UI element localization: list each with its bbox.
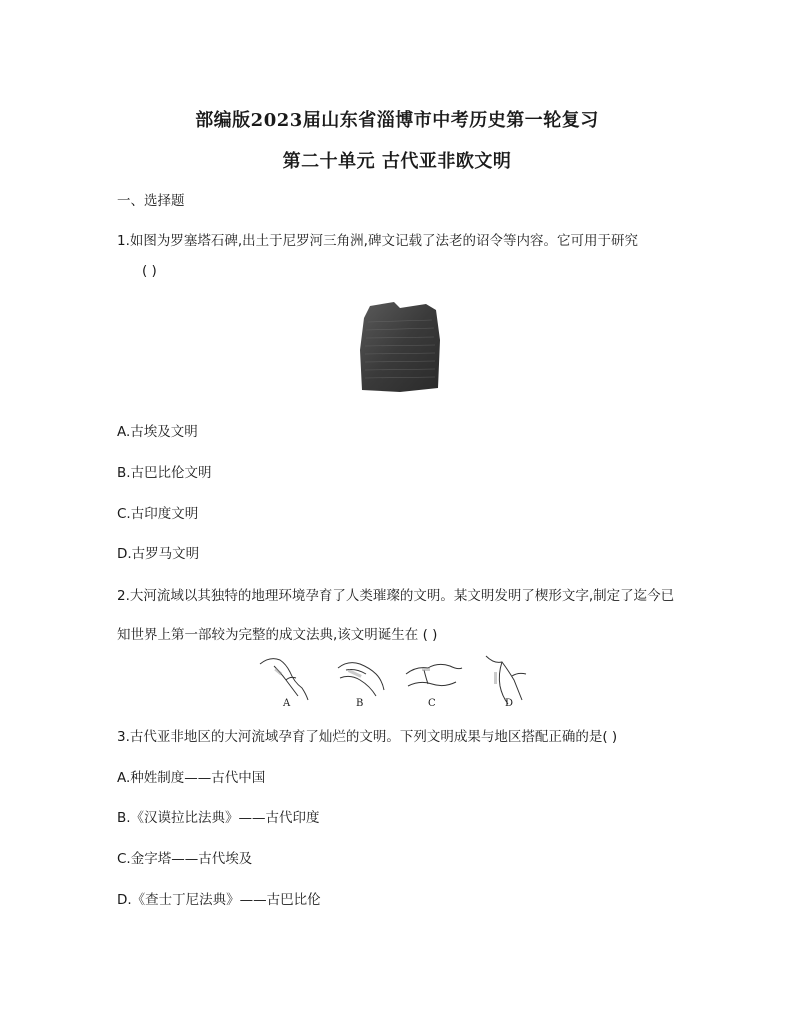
map-label-a: A <box>283 698 291 709</box>
question-3-option-b: B.《汉谟拉比法典》——古代印度 <box>117 810 320 826</box>
river-maps-image <box>256 650 546 710</box>
question-1-bracket: ( ) <box>142 263 157 279</box>
question-1-option-d: D.古罗马文明 <box>117 546 200 562</box>
question-2-stem-line-1: 2.大河流域以其独特的地理环境孕育了人类璀璨的文明。某文明发明了楔形文字,制定了迄今已 <box>117 588 675 604</box>
map-label-b: B <box>356 698 364 709</box>
page-subtitle: 第二十单元 古代亚非欧文明 <box>282 151 512 172</box>
question-1-option-a: A.古埃及文明 <box>117 424 198 440</box>
question-3-stem: 3.古代亚非地区的大河流域孕育了灿烂的文明。下列文明成果与地区搭配正确的是( ) <box>117 729 618 745</box>
page-title: 部编版2023届山东省淄博市中考历史第一轮复习 <box>195 110 599 131</box>
question-3-option-a: A.种姓制度——古代中国 <box>117 770 266 786</box>
question-2-stem-line-2: 知世界上第一部较为完整的成文法典,该文明诞生在 ( ) <box>117 627 438 643</box>
question-1-option-b: B.古巴比伦文明 <box>117 465 212 481</box>
map-label-c: C <box>428 698 436 709</box>
question-1-option-c: C.古印度文明 <box>117 506 199 522</box>
section-heading: 一、选择题 <box>117 193 185 209</box>
question-1-stem: 1.如图为罗塞塔石碑,出土于尼罗河三角洲,碑文记载了法老的诏令等内容。它可用于研究 <box>117 233 638 249</box>
question-3-option-c: C.金字塔——古代埃及 <box>117 851 253 867</box>
map-label-d: D <box>505 698 514 709</box>
rosetta-stone-image <box>356 300 442 395</box>
question-3-option-d: D.《查士丁尼法典》——古巴比伦 <box>117 892 321 908</box>
